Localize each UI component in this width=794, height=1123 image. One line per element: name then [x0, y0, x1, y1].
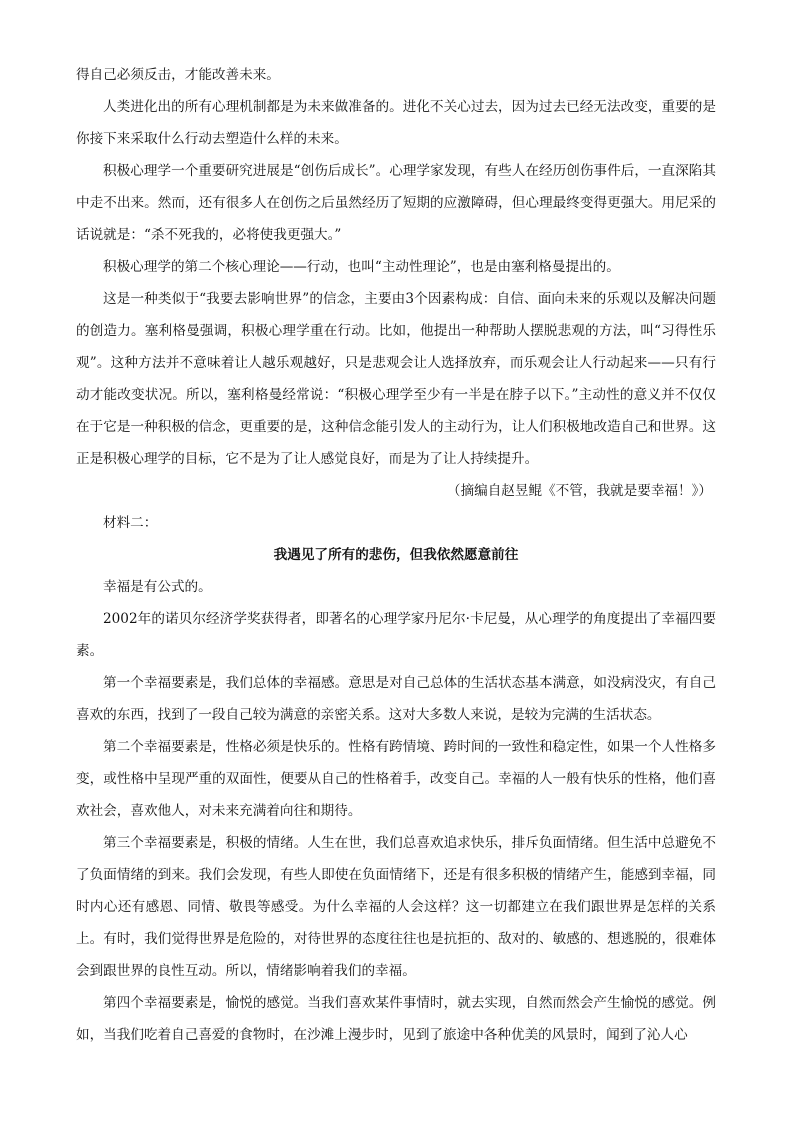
paragraph-second-theory: 积极心理学的第二个核心理论——行动，也叫“主动性理论”，也是由塞利格曼提出的。 [103, 259, 620, 275]
paragraph-element-one: 第一个幸福要素是，我们总体的幸福感。意思是对自己总体的生活状态基本满意，如没病没灾，有自己喜欢的东西，找到了一段自己较为满意的亲密关系。这对大多数人来说，是较为完满的生活状态。 [76, 675, 716, 723]
paragraph-initiative: 这是一种类似于“我要去影响世界”的信念，主要由3个因素构成：自信、面向未来的乐观以及解决问题的创造力。塞利格曼强调，积极心理学重在行动。比如，他提出一种帮助人摆脱悲观的方法，叫“习得性乐观”。这种方法并不意味着让人越乐观越好，只是悲观会让人选择放弃，而乐观会让人行动起来——只有行动才能改变状况。所以，塞利格曼经常说：“积极心理学至少有一半是在脖子以下。”主动性的意义并不仅仅在于它是一种积极的信念，更重要的是，这种信念能引发人的主动行为，让人们积极地改造自己和世界。这正是积极心理学的目标，它不是为了让人感觉良好，而是为了让人持续提升。 [76, 291, 716, 467]
material-two-label: 材料二： [103, 515, 158, 531]
paragraph-formula: 幸福是有公式的。 [103, 579, 212, 595]
article-body [76, 59, 716, 1051]
source-citation: （摘编自赵昱鲲《不管，我就是要幸福！》） [446, 483, 712, 499]
paragraph-evolution: 人类进化出的所有心理机制都是为未来做准备的。进化不关心过去，因为过去已经无法改变，重要的是你接下来采取什么行动去塑造什么样的未来。 [76, 99, 716, 147]
paragraph-kahneman: 2002年的诺贝尔经济学奖获得者，即著名的心理学家丹尼尔·卡尼曼，从心理学的角度提出了幸福四要素。 [76, 611, 716, 659]
paragraph-element-three: 第三个幸福要素是，积极的情绪。人生在世，我们总喜欢追求快乐，排斥负面情绪。但生活中总避免不了负面情绪的到来。我们会发现，有些人即使在负面情绪下，还是有很多积极的情绪产生，能感到幸福，同时内心还有感恩、同情、敬畏等感受。为什么幸福的人会这样？这一切都建立在我们跟世界是怎样的关系上。有时，我们觉得世界是危险的，对待世界的态度往往也是抗拒的、敌对的、敏感的、想逃脱的，很难体会到跟世界的良性互动。所以，情绪影响着我们的幸福。 [76, 835, 716, 979]
paragraph-continuation: 得自己必须反击，才能改善未来。 [76, 67, 280, 83]
paragraph-post-trauma-growth: 积极心理学一个重要研究进展是“创伤后成长”。心理学家发现，有些人在经历创伤事件后，一直深陷其中走不出来。然而，还有很多人在创伤之后虽然经历了短期的应激障碍，但心理最终变得更强大。用尼采的话说就是：“杀不死我的，必将使我更强大。” [76, 163, 716, 243]
article-title: 我遇见了所有的悲伤，但我依然愿意前往 [273, 547, 519, 563]
paragraph-element-four: 第四个幸福要素是，愉悦的感觉。当我们喜欢某件事情时，就去实现，自然而然会产生愉悦的感觉。例如，当我们吃着自己喜爱的食物时，在沙滩上漫步时，见到了旅途中各种优美的风景时，闻到了沁人心 [76, 995, 716, 1043]
paragraph-element-two: 第二个幸福要素是，性格必须是快乐的。性格有跨情境、跨时间的一致性和稳定性，如果一个人性格多变，或性格中呈现严重的双面性，便要从自己的性格着手，改变自己。幸福的人一般有快乐的性格，他们喜欢社会，喜欢他人，对未来充满着向往和期待。 [76, 739, 716, 819]
